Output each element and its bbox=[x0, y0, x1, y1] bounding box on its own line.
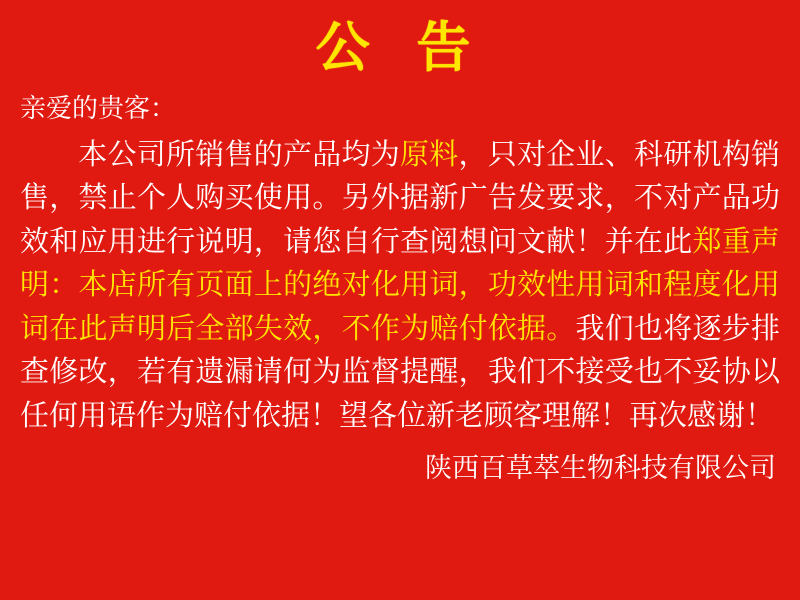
salutation-text: 亲爱的贵客： bbox=[20, 93, 177, 124]
highlight-raw-material: 原料 bbox=[399, 136, 459, 171]
body-segment-2: ，只对企业、科研机构销售，禁止个人购买使用。另外据新广告发要求，不对产品功效和应用进行说明，请您自行查阅想问文献！并在此 bbox=[20, 136, 780, 258]
body-segment-3: 我们也将逐步排查修改，若有遗漏请何为监督提醒，我们不接受也不妥协以任何用语作为赔付依据！望各位新老顾客理解！再次感谢！ bbox=[20, 310, 780, 432]
page-title: 公 告 bbox=[315, 16, 485, 79]
highlight-solemn-statement: 郑重声明：本店所有页面上的绝对化用词，功效性用词和程度化用词在此声明后全部失效，不作为赔付依据。 bbox=[20, 223, 780, 345]
body-segment-1: 本公司所销售的产品均为 bbox=[78, 136, 400, 171]
announcement-body bbox=[20, 133, 780, 438]
company-signature: 陕西百草萃生物科技有限公司 bbox=[425, 453, 776, 485]
